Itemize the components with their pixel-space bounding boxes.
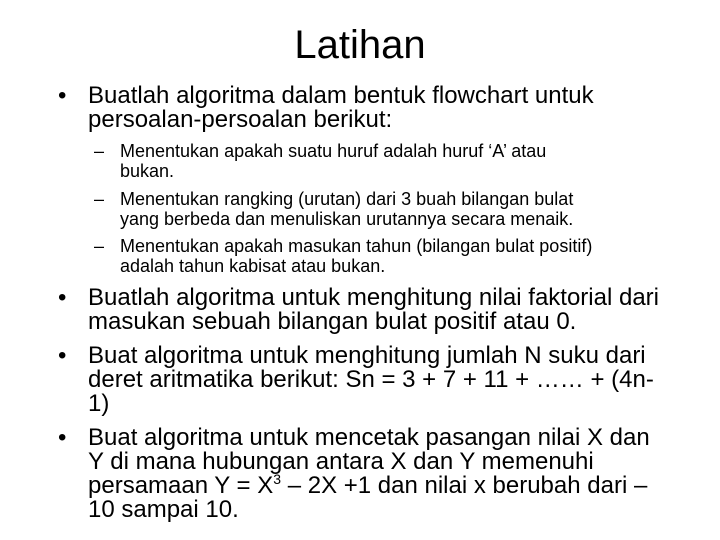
text-line: bukan. xyxy=(120,161,175,181)
bullet-text xyxy=(88,286,668,334)
text-line: Menentukan apakah suatu huruf adalah huruf ‘A’ atau xyxy=(120,141,547,161)
bullet-marker: • xyxy=(58,284,67,311)
text-line: Buat algoritma untuk mencetak pasangan nilai X dan xyxy=(88,424,650,451)
text-line: Buat algoritma untuk menghitung jumlah N suku dari xyxy=(88,342,646,369)
equation-text-before: persamaan Y = X xyxy=(88,472,274,499)
text-line: masukan sebuah bilangan bulat positif atau 0. xyxy=(88,308,577,335)
subitem-text xyxy=(120,189,675,229)
exponent: 3 xyxy=(273,471,282,487)
text-line: Menentukan rangking (urutan) dari 3 buah bilangan bulat xyxy=(120,189,574,209)
bullet-text xyxy=(88,426,668,522)
dash-marker: – xyxy=(94,189,105,209)
bullet-marker: • xyxy=(58,82,67,109)
subitem-text xyxy=(120,236,675,276)
text-line: adalah tahun kabisat atau bukan. xyxy=(120,256,386,276)
text-line: persoalan-persoalan berikut: xyxy=(88,106,393,133)
bullet-text xyxy=(88,344,668,416)
text-line: Buatlah algoritma dalam bentuk flowchart untuk xyxy=(88,82,594,109)
text-line: Y di mana hubungan antara X dan Y memenuhi xyxy=(88,448,594,475)
slide-title: Latihan xyxy=(294,23,426,67)
equation-text-after: – 2X +1 dan nilai x berubah dari – xyxy=(281,472,648,499)
text-line: deret aritmatika berikut: Sn = 3 + 7 + 11 + …… + (4n- xyxy=(88,366,654,393)
text-line: Menentukan apakah masukan tahun (bilangan bulat positif) xyxy=(120,236,593,256)
dash-marker: – xyxy=(94,236,105,256)
text-line: yang berbeda dan menuliskan urutannya secara menaik. xyxy=(120,209,574,229)
bullet-text xyxy=(88,84,668,132)
subitem-text xyxy=(120,141,675,181)
text-line: 10 sampai 10. xyxy=(88,496,239,523)
bullet-marker: • xyxy=(58,342,67,369)
bullet-marker: • xyxy=(58,424,67,451)
text-line: 1) xyxy=(88,390,110,417)
equation-line xyxy=(88,471,668,499)
dash-marker: – xyxy=(94,141,105,161)
text-line: Buatlah algoritma untuk menghitung nilai faktorial dari xyxy=(88,284,659,311)
